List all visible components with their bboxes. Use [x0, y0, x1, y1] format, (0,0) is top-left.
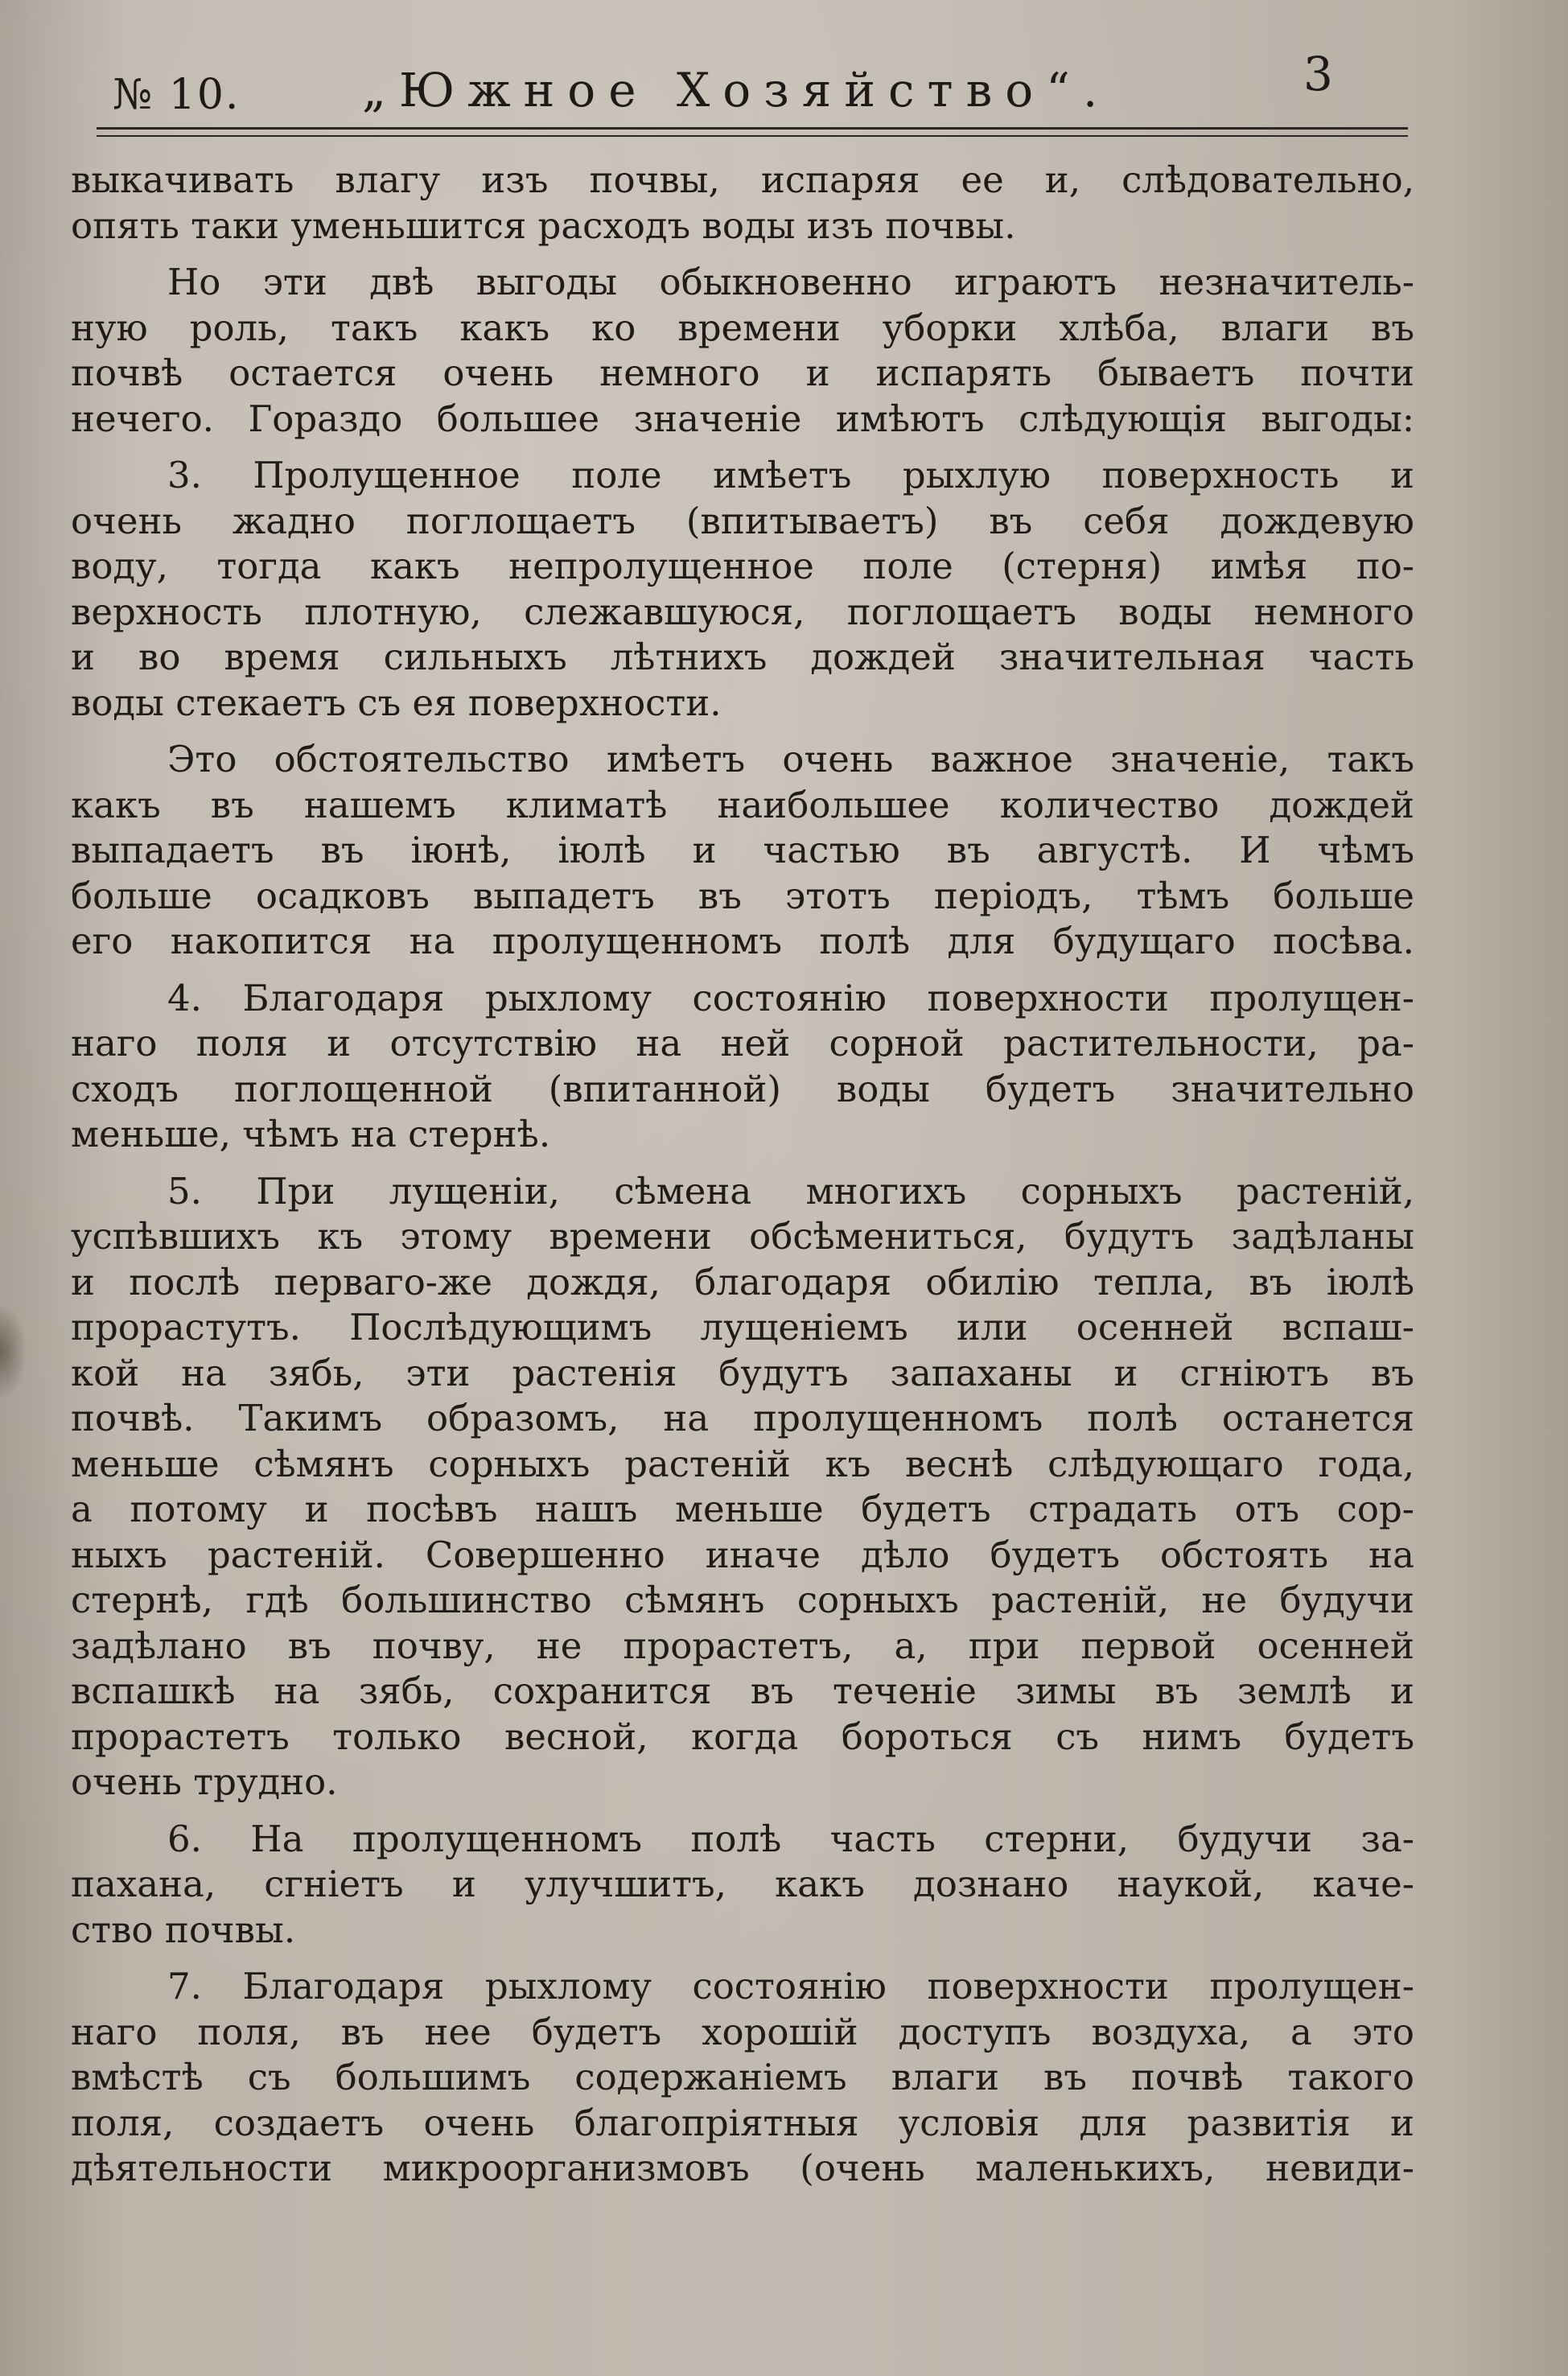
text-line: 3. Пролущенное поле имѣетъ рыхлую поверхность и	[167, 454, 1414, 496]
text-line: Это обстоятельство имѣетъ очень важное значеніе, такъ	[167, 738, 1414, 780]
text-line: выпадаетъ въ іюнѣ, іюлѣ и частью въ августѣ. И чѣмъ	[71, 829, 1414, 871]
text-line: успѣвшихъ къ этому времени обсѣмениться, будутъ задѣланы	[71, 1215, 1414, 1258]
text-line: Но эти двѣ выгоды обыкновенно играютъ незначитель-	[167, 261, 1414, 303]
text-line: нечего. Гораздо большее значеніе имѣютъ слѣдующія выгоды:	[71, 397, 1414, 440]
text-line: 5. При лущеніи, сѣмена многихъ сорныхъ растеній,	[167, 1169, 1414, 1213]
text-line: его накопится на пролущенномъ полѣ для будущаго посѣва.	[71, 920, 1414, 962]
text-line: очень жадно поглощаетъ (впитываетъ) въ себя дождевую	[71, 499, 1414, 542]
text-line: кой на зябь, эти растенія будутъ запаханы и сгніютъ въ	[71, 1351, 1414, 1394]
text-line: наго поля и отсутствію на ней сорной растительности, ра-	[71, 1022, 1414, 1064]
paragraph	[71, 1817, 1414, 1954]
text-line: стернѣ, гдѣ большинство сѣмянъ сорныхъ растеній, не будучи	[71, 1579, 1414, 1621]
text-line: ство почвы.	[71, 1908, 296, 1951]
text-line: прорастетъ только весной, когда бороться съ нимъ будетъ	[71, 1715, 1414, 1758]
body-text	[71, 158, 1414, 2192]
page-number: 3	[1303, 47, 1333, 101]
text-line: почвѣ. Такимъ образомъ, на пролущенномъ полѣ останется	[71, 1397, 1414, 1439]
text-line: 7. Благодаря рыхлому состоянію поверхности пролущен-	[167, 1965, 1414, 2007]
text-line: сходъ поглощенной (впитанной) воды будетъ значительно	[71, 1067, 1414, 1110]
header-rule-bottom	[97, 135, 1408, 137]
text-line: 6. На пролущенномъ полѣ часть стерни, будучи за-	[167, 1817, 1414, 1860]
text-line: очень трудно.	[71, 1760, 338, 1803]
text-line: ную роль, такъ какъ ко времени уборки хлѣба, влаги въ	[71, 306, 1414, 349]
text-line: задѣлано въ почву, не прорастетъ, а, при первой осенней	[71, 1624, 1414, 1667]
paragraph	[71, 737, 1414, 965]
paragraph	[71, 1169, 1414, 1806]
text-line: выкачивать влагу изъ почвы, испаряя ее и, слѣдовательно,	[71, 159, 1414, 201]
text-line: пахана, сгніетъ и улучшитъ, какъ дознано наукой, каче-	[71, 1863, 1414, 1905]
text-line: воду, тогда какъ непролущенное поле (стерня) имѣя по-	[71, 545, 1414, 587]
paragraph	[71, 453, 1414, 726]
text-line: вмѣстѣ съ большимъ содержаніемъ влаги въ почвѣ такого	[71, 2056, 1414, 2098]
text-line: поля, создаетъ очень благопріятныя условія для развитія и	[71, 2101, 1414, 2144]
text-line: какъ въ нашемъ климатѣ наибольшее количество дождей	[71, 783, 1414, 826]
text-line: меньше, чѣмъ на стернѣ.	[71, 1113, 551, 1155]
paragraph	[71, 976, 1414, 1158]
journal-title: „Южное Хозяйство“.	[362, 63, 1111, 117]
page-stain	[0, 1303, 27, 1400]
paragraph	[71, 158, 1414, 249]
text-line: вспашкѣ на зябь, сохранится въ теченіе зимы въ землѣ и	[71, 1670, 1414, 1712]
text-line: прорастутъ. Послѣдующимъ лущеніемъ или осенней вспаш-	[71, 1306, 1414, 1349]
text-line: меньше сѣмянъ сорныхъ растеній къ веснѣ слѣдующаго года,	[71, 1442, 1414, 1485]
text-line: больше осадковъ выпадетъ въ этотъ періодъ, тѣмъ больше	[71, 874, 1414, 917]
text-line: верхность плотную, слежавшуюся, поглощаетъ воды немного	[71, 590, 1414, 633]
text-line: воды стекаетъ съ ея поверхности.	[71, 681, 722, 724]
issue-number: № 10.	[113, 71, 241, 119]
text-line: и во время сильныхъ лѣтнихъ дождей значительная часть	[71, 636, 1414, 678]
text-line: дѣятельности микроорганизмовъ (очень маленькихъ, невиди-	[71, 2147, 1414, 2189]
text-line: а потому и посѣвъ нашъ меньше будетъ страдать отъ сор-	[71, 1488, 1414, 1530]
paragraph	[71, 260, 1414, 442]
header-rule-top	[97, 127, 1408, 130]
text-line: ныхъ растеній. Совершенно иначе дѣло будетъ обстоять на	[71, 1533, 1414, 1576]
page-header	[97, 47, 1408, 135]
text-line: почвѣ остается очень немного и испарять бываетъ почти	[71, 352, 1414, 394]
paragraph	[71, 1964, 1414, 2192]
text-line: и послѣ перваго-же дождя, благодаря обилію тепла, въ іюлѣ	[71, 1260, 1414, 1303]
text-line: 4. Благодаря рыхлому состоянію поверхности пролущен-	[167, 976, 1414, 1019]
text-line: опять таки уменьшится расходъ воды изъ почвы.	[71, 204, 1016, 247]
text-line: наго поля, въ нее будетъ хорошій доступъ воздуха, а это	[71, 2010, 1414, 2053]
